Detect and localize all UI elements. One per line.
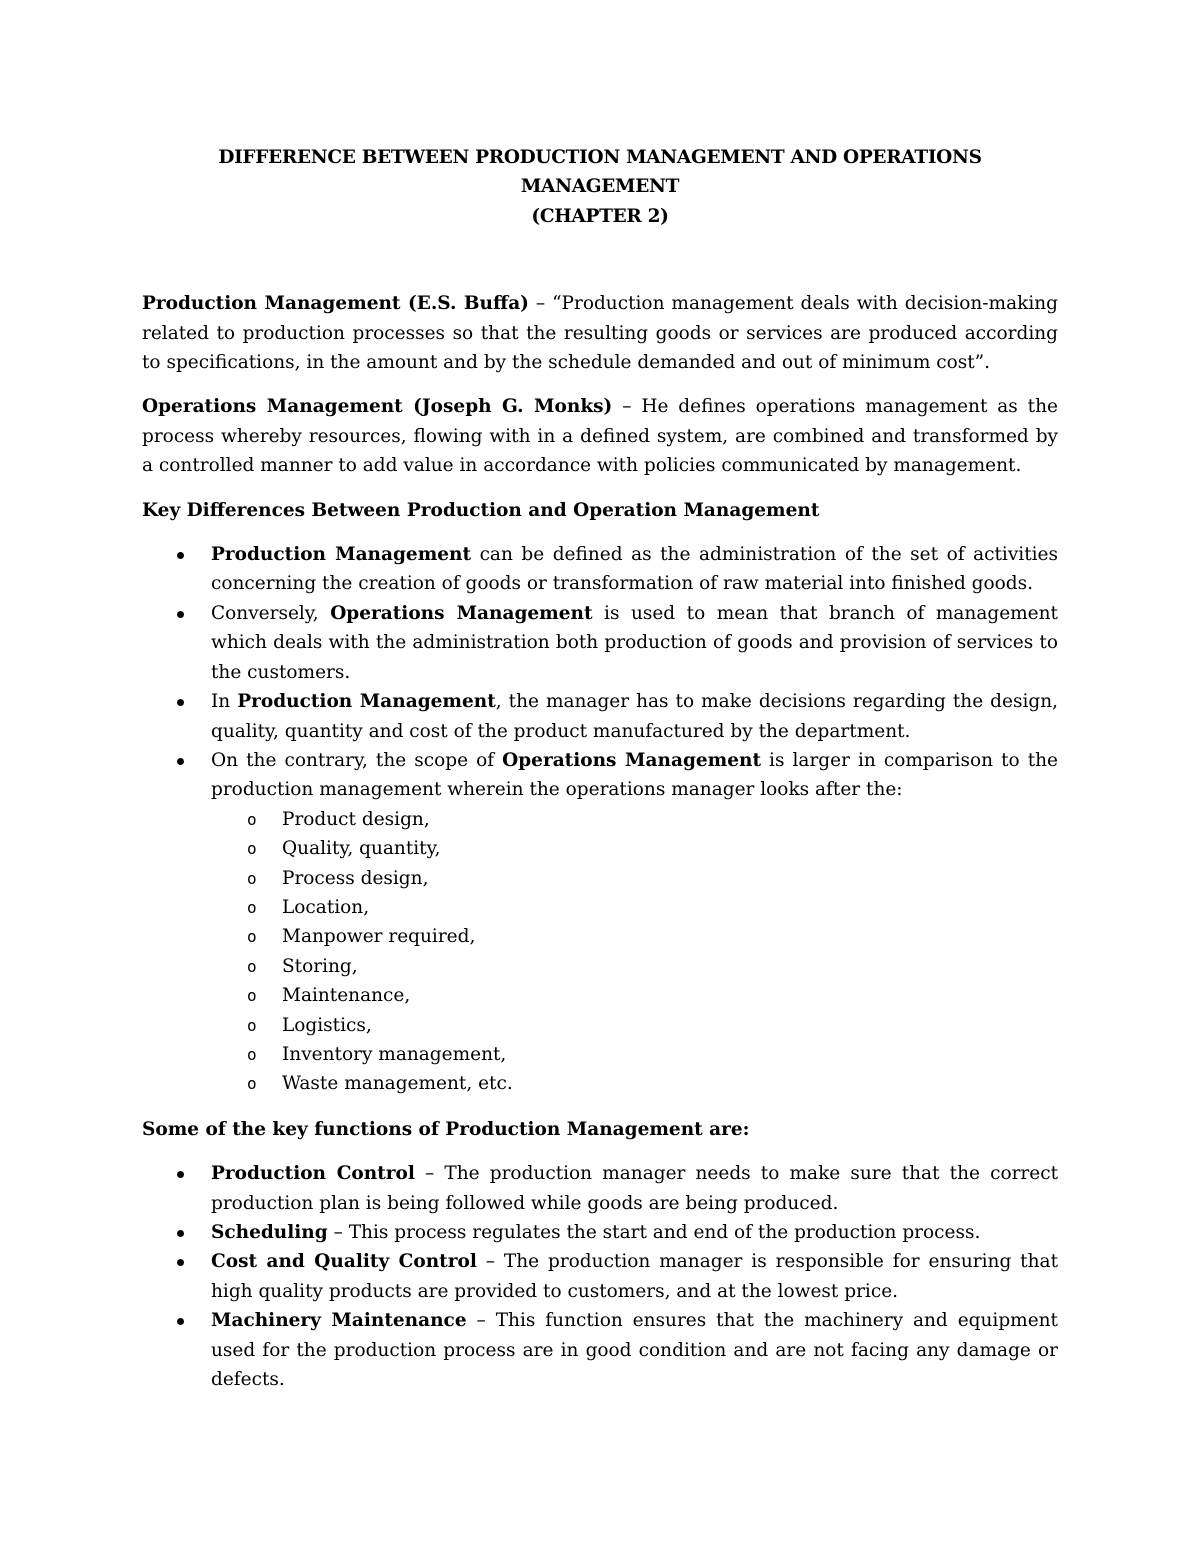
sub-list-item xyxy=(211,1040,1058,1069)
sub-item-text: Waste management, etc. xyxy=(282,1073,513,1095)
key-differences-heading: Key Differences Between Production and Operation Management xyxy=(142,499,820,521)
bullet-icon xyxy=(177,552,184,559)
definition-text: – “Production management deals with decision-making related to production processes so that the resulting goods or services are produced according to specifications, in the amount and by the schedule demanded and out of minimum cost”. xyxy=(142,293,1058,374)
item-text-post: is larger in comparison to the production management wherein the operations manager looks after the: xyxy=(211,749,1059,801)
item-text-post: – The production manager needs to make sure that the correct production plan is being followed while goods are being produced. xyxy=(211,1163,1059,1214)
circle-bullet-icon: o xyxy=(247,868,257,888)
definition-term: Operations Management (Joseph G. Monks) xyxy=(142,396,613,418)
circle-bullet-icon: o xyxy=(247,809,257,829)
item-text-post: – This function ensures that the machinery and equipment used for the production process are in good condition and are not facing any damage or defects. xyxy=(211,1310,1058,1391)
bullet-icon xyxy=(177,1230,184,1237)
circle-bullet-icon: o xyxy=(247,839,257,859)
item-text-bold: Production Management xyxy=(237,691,496,713)
bullet-icon xyxy=(177,1318,184,1325)
circle-bullet-icon: o xyxy=(247,956,257,976)
item-text-bold: Cost and Quality Control xyxy=(211,1251,477,1273)
operations-management-definition xyxy=(142,392,1058,480)
title-line-3: (CHAPTER 2) xyxy=(531,205,669,227)
circle-bullet-icon: o xyxy=(247,986,257,1006)
list-item xyxy=(142,1247,1058,1306)
item-text-bold: Machinery Maintenance xyxy=(211,1310,467,1332)
title-line-2: MANAGEMENT xyxy=(520,176,680,198)
sub-item-text: Quality, quantity, xyxy=(282,838,441,860)
circle-bullet-icon: o xyxy=(247,897,257,917)
sub-item-text: Product design, xyxy=(282,808,430,830)
sub-item-text: Process design, xyxy=(282,867,429,889)
key-functions-list xyxy=(142,1159,1058,1394)
list-item xyxy=(142,687,1058,746)
list-item xyxy=(142,1306,1058,1394)
circle-bullet-icon: o xyxy=(247,1015,257,1035)
item-text-bold: Production Management xyxy=(211,544,472,566)
key-functions-heading: Some of the key functions of Production Management are: xyxy=(142,1118,750,1140)
sub-list-item xyxy=(211,952,1058,981)
item-text-post: is used to mean that branch of management which deals with the administration both production of goods and provision of services to the customers. xyxy=(211,602,1058,683)
sub-list-item xyxy=(211,805,1058,834)
operations-scope-sublist xyxy=(211,805,1058,1099)
definition-text: – He defines operations management as the process whereby resources, flowing with in a defined system, are combined and transformed by a controlled manner to add value in accordance with policies communicated by management. xyxy=(142,396,1058,477)
item-text-post: can be defined as the administration of the set of activities concerning the creation of goods or transformation of raw material into finished goods. xyxy=(211,544,1058,595)
item-text-bold: Operations Management xyxy=(502,749,762,771)
sub-list-item xyxy=(211,1069,1058,1098)
sub-list-item xyxy=(211,893,1058,922)
production-management-definition xyxy=(142,289,1058,377)
sub-item-text: Manpower required, xyxy=(282,926,476,948)
bullet-icon xyxy=(177,611,184,618)
sub-list-item xyxy=(211,864,1058,893)
circle-bullet-icon: o xyxy=(247,927,257,947)
circle-bullet-icon: o xyxy=(247,1044,257,1064)
list-item xyxy=(142,599,1058,687)
item-text-bold: Production Control xyxy=(211,1163,415,1185)
list-item xyxy=(142,540,1058,599)
bullet-icon xyxy=(177,1171,184,1178)
item-text-post: – The production manager is responsible for ensuring that high quality products are provided to customers, and at the lowest price. xyxy=(211,1251,1058,1302)
key-differences-list xyxy=(142,540,1058,1099)
sub-list-item xyxy=(211,922,1058,951)
bullet-icon xyxy=(177,758,184,765)
item-text-pre: On the contrary, the scope of xyxy=(211,749,503,771)
bullet-icon xyxy=(177,1259,184,1266)
title-line-1: DIFFERENCE BETWEEN PRODUCTION MANAGEMENT AND OPERATIONS xyxy=(218,147,982,168)
item-text-bold: Scheduling xyxy=(211,1222,328,1243)
list-item xyxy=(142,1218,1058,1247)
sub-item-text: Location, xyxy=(282,896,370,918)
item-text-pre: In xyxy=(211,691,238,713)
sub-item-text: Storing, xyxy=(282,955,358,977)
circle-bullet-icon: o xyxy=(247,1074,257,1094)
item-text-post: – This process regulates the start and end of the production process. xyxy=(327,1222,981,1243)
document-title xyxy=(142,143,1058,231)
list-item xyxy=(142,1159,1058,1218)
item-text-pre: Conversely, xyxy=(211,602,331,624)
definition-term: Production Management (E.S. Buffa) xyxy=(142,293,529,315)
list-item xyxy=(142,746,1058,1099)
document-content xyxy=(142,143,1058,1394)
sub-item-text: Maintenance, xyxy=(282,985,411,1007)
item-text-post: , the manager has to make decisions regarding the design, quality, quantity and cost of the product manufactured by the department. xyxy=(211,691,1059,742)
sub-item-text: Inventory management, xyxy=(282,1043,507,1065)
sub-item-text: Logistics, xyxy=(282,1014,372,1036)
sub-list-item xyxy=(211,834,1058,863)
bullet-icon xyxy=(177,699,184,706)
sub-list-item xyxy=(211,981,1058,1010)
sub-list-item xyxy=(211,1011,1058,1040)
item-text-bold: Operations Management xyxy=(330,602,593,624)
